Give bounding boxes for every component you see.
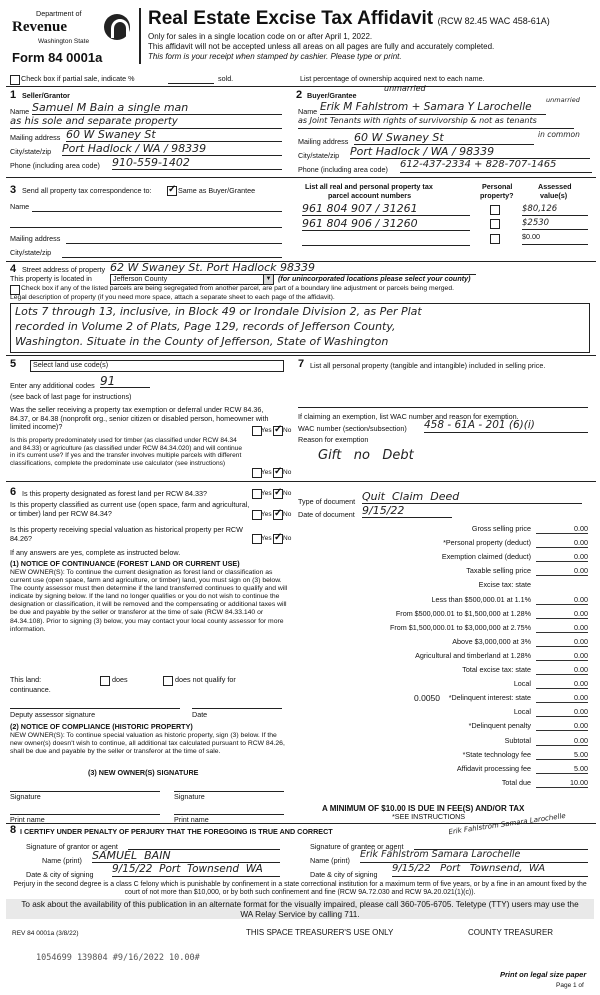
grantor-signature-field[interactable] [128, 836, 280, 850]
tax-row-value[interactable]: 0.00 [536, 623, 588, 633]
uninc-note: (for unincorporated locations please select your county) [278, 274, 471, 283]
tax-row-value[interactable]: 0.00 [536, 609, 588, 619]
q2-no-label: No [283, 469, 292, 476]
tax-row-value[interactable]: 0.00 [536, 736, 588, 746]
buyer-annot: unmarried [384, 84, 426, 93]
deputy-date-field[interactable] [192, 708, 282, 709]
header-sub1: Only for sales in a single location code on or after April 1, 2022. [148, 32, 373, 41]
dor-logo [8, 8, 136, 66]
grantor-print-label: Name (print) [42, 856, 82, 865]
grantee-signature-top: Erik Fahlstrom Samara Larochelle [448, 811, 567, 837]
does-not-checkbox[interactable] [163, 676, 173, 686]
parcel-head1: List all real and personal property tax [305, 182, 433, 191]
title-ref: (RCW 82.45 WAC 458-61A) [437, 16, 550, 26]
deputy-signature-field[interactable] [10, 708, 180, 709]
q1-yes-label: Yes [261, 427, 272, 434]
alt-format-text: To ask about the availability of this publication in an alternate format for the visually impaired, please call 360-705-6705. Teletype (TTY) users may use the WA Relay Service by calling 711. [21, 900, 579, 919]
sec2-number: 2 [296, 89, 303, 101]
tax-row [298, 707, 596, 718]
seller-name-field2[interactable]: as his sole and separate property [10, 116, 282, 129]
deputy-date-label: Date [192, 710, 208, 719]
doc-type-label: Type of document [298, 497, 356, 506]
sec6-q2: Is this property classified as current use (open space, farm and agricultural, or timber) land per RCW 84.34? [10, 500, 250, 518]
tax-row-value[interactable]: 0.00 [536, 566, 588, 576]
grantee-signature-field[interactable] [414, 836, 588, 850]
county-value: Jefferson County [113, 274, 168, 283]
dropdown-arrow-icon: ▼ [263, 275, 273, 284]
seller-mailing-label: Mailing address [10, 133, 61, 142]
tax-row [298, 609, 596, 620]
tax-row-value[interactable]: 0.00 [536, 651, 588, 661]
tax-row-label: Subtotal [504, 735, 531, 745]
form-number: Form 84 0001a [12, 50, 103, 65]
sec4-number: 4 [10, 263, 17, 275]
tax-row-value[interactable]: 5.00 [536, 750, 588, 760]
ownership-note: List percentage of ownership acquired next to each name. [300, 74, 485, 83]
partial-percent-field[interactable] [168, 83, 214, 84]
owner-sig-label1: Signature [10, 792, 41, 801]
dept-line3: Washington State [38, 38, 90, 45]
q2-no-checkbox[interactable] [273, 468, 283, 478]
tax-row-label: *State technology fee [462, 749, 531, 759]
land-use-select-label: Select land use code(s) [33, 360, 109, 369]
parcel-number-3[interactable] [302, 232, 470, 246]
grantor-date-label: Date & city of signing [26, 870, 94, 879]
sec6-q4: If any answers are yes, complete as instructed below. [10, 548, 181, 557]
same-as-buyer-label: Same as Buyer/Grantee [178, 186, 256, 195]
wac-field[interactable]: 458 - 61A - 201 (6)(i) [424, 419, 588, 433]
land-use-select[interactable] [30, 360, 284, 372]
buyer-mailing-field[interactable]: 60 W Swaney St [354, 131, 534, 145]
tax-row [298, 679, 596, 690]
title-text: Real Estate Excise Tax Affidavit [148, 8, 434, 29]
tax-row-label: Affidavit processing fee [456, 763, 531, 773]
personal-head1: Personal [482, 182, 513, 191]
perjury-body: Perjury in the second degree is a class C felony which is punishable by confinement in a state correctional institution for a maximum term of five years, or by a fine in an amount fixed by the court of not more than $10,000, or by both such confinement and fine (RCW 9A.72.030 and RCW 9A.20.021(1)(c)). [13, 881, 587, 896]
county-select[interactable] [110, 274, 274, 285]
sec7-label: List all personal property (tangible and intangible) included in selling price. [310, 361, 546, 370]
s6q3-no-label: No [283, 535, 292, 542]
alt-format-banner [6, 899, 594, 919]
personal-checkbox-1[interactable] [490, 205, 500, 215]
sig-grantee-label: Signature of grantee or agent [310, 842, 404, 851]
sig-grantor-label: Signature of grantor or agent [26, 842, 118, 851]
s6q1-no-checkbox[interactable] [273, 489, 283, 499]
tax-row-value[interactable]: 0.00 [536, 707, 588, 717]
tax-row [298, 651, 596, 662]
seller-city-field[interactable]: Port Hadlock / WA / 98339 [62, 142, 282, 156]
tax-row-label: Gross selling price [471, 524, 531, 533]
tax-row-label: From $500,000.01 to $1,500,000 at 1.28% [395, 608, 531, 618]
page-number: Page 1 of [556, 982, 584, 989]
tax-row-label: Agricultural and timberland at 1.28% [415, 650, 531, 660]
s6q1-no-label: No [283, 490, 292, 497]
personal-checkbox-2[interactable] [490, 219, 500, 229]
header-sub3: This form is your receipt when stamped by cashier. Please type or print. [148, 52, 402, 61]
rev-number: REV 84 0001a (3/8/22) [12, 930, 79, 937]
tax-row [298, 566, 596, 577]
legal-line3: Washington. Situate in the County of Jefferson, State of Washington [15, 335, 389, 348]
see-back: (see back of last page for instructions) [10, 392, 132, 401]
tax-row [298, 693, 596, 704]
q1-no-label: No [283, 427, 292, 434]
notice2-title: (2) NOTICE OF COMPLIANCE (HISTORIC PROPERTY) [10, 722, 193, 731]
does-label: does [112, 675, 128, 684]
partial-sale-label: Check box if partial sale, indicate % [21, 74, 135, 83]
buyer-annot3: in common [538, 130, 580, 139]
tax-row [298, 623, 596, 634]
buyer-name-label: Name [298, 107, 318, 116]
tax-row-label: *Delinquent interest: state [448, 693, 531, 703]
tax-row-label: Above $3,000,000 at 3% [452, 636, 531, 646]
assessed-head2: value(s) [540, 191, 568, 200]
assessed-value-3[interactable]: $0.00 [522, 233, 588, 245]
tax-row-label: Total excise tax: state [462, 665, 531, 674]
sec5-q1: Was the seller receiving a property tax exemption or deferral under RCW 84.36, 84.37, or 84.38 (nonprofit org., senior citizen or disabled person, homeowner with limited income)? [10, 405, 269, 432]
same-as-buyer-checkbox[interactable] [167, 186, 177, 196]
s6q1-yes-label: Yes [261, 490, 272, 497]
tax-row [298, 665, 596, 676]
tax-row [298, 778, 596, 789]
tax-row-label: From $1,500,000.01 to $3,000,000 at 2.75% [389, 622, 531, 632]
sec7-number: 7 [298, 358, 305, 370]
buyer-name-field2[interactable]: as Joint Tenants with rights of survivorship & not as tenants [298, 116, 574, 129]
owner-sig-label2: Signature [174, 792, 205, 801]
additional-codes-field[interactable]: 91 [100, 374, 150, 388]
sec1-number: 1 [10, 89, 17, 101]
buyer-phone-field[interactable]: 612-437-2334 + 828-707-1465 [400, 159, 592, 173]
assessed-value-1[interactable]: $80,126 [522, 204, 588, 216]
header-divider [139, 8, 141, 64]
deputy-label: Deputy assessor signature [10, 710, 96, 719]
tax-row-value[interactable]: 0.00 [536, 538, 588, 548]
tax-row-value[interactable]: 0.00 [536, 524, 588, 534]
legal-line2: recorded in Volume 2 of Plats, Page 129, records of Jefferson County, [15, 320, 396, 333]
seller-heading: Seller/Grantor [22, 91, 70, 100]
logo-mark-icon [104, 14, 130, 40]
tax-row-value[interactable]: 0.00 [536, 721, 588, 731]
sec3-name-field2[interactable] [10, 227, 282, 228]
doc-date-field[interactable]: 9/15/22 [362, 504, 452, 518]
new-owner-sig-title: (3) NEW OWNER(S) SIGNATURE [88, 768, 199, 777]
tax-row [298, 580, 596, 591]
s6q3-no-checkbox[interactable] [273, 534, 283, 544]
s6q2-yes-label: Yes [261, 511, 272, 518]
q1-no-checkbox[interactable] [273, 426, 283, 436]
does-checkbox[interactable] [100, 676, 110, 686]
buyer-city-field[interactable]: Port Hadlock / WA / 98339 [350, 145, 590, 159]
personal-checkbox-3[interactable] [490, 234, 500, 244]
personal-head2: property? [480, 191, 514, 200]
sec3-city-field[interactable] [62, 257, 282, 258]
seller-name-label: Name [10, 107, 30, 116]
tax-row-label: Excise tax: state [478, 580, 531, 590]
local-rate: 0.0050 [414, 693, 440, 703]
tax-row-label: Local [513, 679, 531, 689]
county-treasurer: COUNTY TREASURER [468, 928, 554, 937]
header-sub2: This affidavit will not be accepted unless all areas on all pages are fully and accurately completed. [148, 42, 495, 51]
sec3-name-field[interactable] [32, 211, 282, 212]
seller-phone-label: Phone (including area code) [10, 161, 100, 170]
assessed-head1: Assessed [538, 182, 572, 191]
tax-row [298, 764, 596, 775]
minimum-note: A MINIMUM OF $10.00 IS DUE IN FEE(S) AND/OR TAX [322, 804, 525, 813]
exempt-label: If claiming an exemption, list WAC number and reason for exemption. [298, 412, 519, 421]
buyer-city-label: City/state/zip [298, 151, 340, 160]
sec3-mailing-field[interactable] [66, 243, 282, 244]
grantor-print-field[interactable]: SAMUEL BAIN [92, 849, 280, 863]
tax-row-label: *Delinquent penalty [468, 721, 531, 731]
sec8-number: 8 [10, 824, 17, 836]
buyer-name-field[interactable]: Erik M Fahlstrom + Samara Y Larochelle [320, 101, 546, 115]
seller-name-field[interactable]: Samuel M Bain a single man [32, 101, 282, 115]
partial-sold: sold. [218, 74, 234, 83]
additional-codes-label: Enter any additional codes [10, 381, 95, 390]
seller-mailing-field[interactable]: 60 W Swaney St [66, 128, 282, 142]
notice1-title: (1) NOTICE OF CONTINUANCE (FOREST LAND OR CURRENT USE) [10, 559, 240, 568]
tax-row-value[interactable]: 0.00 [536, 679, 588, 689]
tax-row-value[interactable]: 5.00 [536, 764, 588, 774]
personal-property-field[interactable] [298, 407, 588, 408]
wac-label: WAC number (section/subsection) [298, 424, 407, 433]
grantor-date-field[interactable]: 9/15/22 Port Townsend WA [112, 863, 280, 877]
tax-row-value[interactable]: 0.00 [536, 693, 588, 703]
dept-line1: Department of [36, 9, 82, 18]
grantee-print-field[interactable]: Erik Fahlstrom Samara Larochelle [360, 849, 588, 863]
sec5-number: 5 [10, 358, 17, 370]
perjury-text [6, 881, 594, 897]
cashier-stamp: 1054699 139804 #9/16/2022 10.00# [36, 953, 200, 963]
owner-print-label1: Print name [10, 815, 45, 824]
tax-row [298, 552, 596, 563]
street-field[interactable]: 62 W Swaney St. Port Hadlock 98339 [110, 261, 476, 275]
tax-row-label: Total due [501, 777, 531, 787]
treasurer-only: THIS SPACE TREASURER'S USE ONLY [246, 928, 394, 937]
s6q2-no-label: No [283, 511, 292, 518]
s6q3-yes-label: Yes [261, 535, 272, 542]
reason-field[interactable]: Gift no Debt [318, 448, 414, 463]
this-land-label: This land: [10, 675, 42, 684]
does-not-label: does not qualify for [175, 675, 236, 684]
notice2-body: NEW OWNER(S): To continue special valuation as historic property, sign (3) below. If the new owner(s) doesn't wish to continue, all additional tax calculated pursuant to RCW 84.26, shall be due and payable by the seller or transferor at the time of sale. [10, 732, 285, 756]
tax-row-label: *Personal property (deduct) [443, 538, 531, 548]
see-instructions: *SEE INSTRUCTIONS [392, 812, 466, 821]
dept-line2: Revenue [12, 19, 67, 35]
owner-print-label2: Print name [174, 815, 209, 824]
tax-row [298, 736, 596, 747]
sec3-mailing-label: Mailing address [10, 234, 61, 243]
certify-text: I CERTIFY UNDER PENALTY OF PERJURY THAT THE FOREGOING IS TRUE AND CORRECT [20, 827, 333, 836]
tax-row-value[interactable]: 0.00 [536, 665, 588, 675]
legal-label: Legal description of property (if you need more space, attach a separate sheet to each page of the affidavit). [10, 294, 335, 301]
tax-row-value[interactable]: 0.00 [536, 595, 588, 605]
sec5-q2: Is this property predominately used for timber (as classified under RCW 84.34 and 84.33) or agriculture (as classified under RCW 84.34.020) and will continue in it's current use? If yes and the transfer involves multiple parcels with different classifications, complete the predominate use calculator (see instructions) [10, 437, 243, 467]
legal-line1: Lots 7 through 13, inclusive, in Block 49 or Irondale Division 2, as Per Plat [15, 305, 422, 318]
s6q2-no-checkbox[interactable] [273, 510, 283, 520]
buyer-annot2: unmarried [546, 96, 580, 104]
continuance-label: continuance. [10, 685, 51, 694]
tax-row [298, 721, 596, 732]
seller-phone-field[interactable]: 910-559-1402 [112, 156, 282, 170]
tax-row [298, 538, 596, 549]
parcel-number-1[interactable]: 961 804 907 / 31261 [302, 202, 470, 216]
tax-row-value[interactable]: 0.00 [536, 637, 588, 647]
sec6-number: 6 [10, 486, 17, 498]
tax-row-label: Less than $500,000.01 at 1.1% [431, 594, 531, 604]
partial-sale-checkbox[interactable] [10, 75, 20, 85]
tax-row-value[interactable]: 0.00 [536, 552, 588, 562]
reason-label: Reason for exemption [298, 435, 369, 444]
buyer-mailing-label: Mailing address [298, 137, 349, 146]
grantee-date-label: Date & city of signing [310, 870, 378, 879]
sec6-q1: Is this property designated as forest land per RCW 84.33? [22, 489, 207, 498]
legal-description-box[interactable] [10, 303, 590, 353]
segregated-label: Check box if any of the listed parcels are being segregated from another parcel, are part of a boundary line adjustment or parcels being merged. [21, 285, 454, 292]
legal-paper-note: Print on legal size paper [500, 970, 587, 979]
sec6-q3: Is this property receiving special valuation as historical property per RCW 84.26? [10, 525, 243, 543]
sec3-label: Send all property tax correspondence to: [22, 186, 152, 195]
buyer-phone-label: Phone (including area code) [298, 165, 388, 174]
tax-row [298, 524, 596, 535]
tax-row [298, 750, 596, 761]
form-title [148, 8, 550, 30]
tax-row-label: Taxable selling price [466, 566, 531, 576]
located-label: This property is located in [10, 274, 92, 283]
notice1-body: NEW OWNER(S): To continue the current designation as forest land or classification as current use (open space, farm and agriculture, or timber) land, you must sign on (3) below. The county assessor must then determine if the land transferred continues to qualify and will indicate by signing below. If the land no longer qualifies or you do not wish to continue the designation or classification, it will be removed and the compensating or additional taxes will be due and payable by the seller or transferor at the time of sale (RCW 84.33.140 or 84.34.108). Prior to signing (3) below, you may contact your local county assessor for more information. [10, 569, 288, 633]
tax-row [298, 595, 596, 606]
parcel-head2: parcel account numbers [328, 191, 412, 200]
tax-row [298, 637, 596, 648]
tax-row-label: Exemption claimed (deduct) [441, 552, 531, 562]
parcel-number-2[interactable]: 961 804 906 / 31260 [302, 217, 470, 231]
q2-yes-label: Yes [261, 469, 272, 476]
sec3-number: 3 [10, 184, 17, 196]
street-label: Street address of property [22, 265, 106, 274]
seller-city-label: City/state/zip [10, 147, 52, 156]
tax-row-value[interactable]: 10.00 [536, 778, 588, 788]
doc-date-label: Date of document [298, 510, 355, 519]
doc-type-field[interactable]: Quit Claim Deed [362, 490, 582, 504]
sec3-city-label: City/state/zip [10, 248, 52, 257]
sec3-name-label: Name [10, 202, 30, 211]
grantee-date-field[interactable]: 9/15/22 Port Townsend, WA [392, 863, 588, 877]
assessed-value-2[interactable]: $2530 [522, 218, 588, 230]
tax-row-label: Local [513, 707, 531, 717]
grantee-print-label: Name (print) [310, 856, 350, 865]
buyer-heading: Buyer/Grantee [307, 91, 357, 100]
